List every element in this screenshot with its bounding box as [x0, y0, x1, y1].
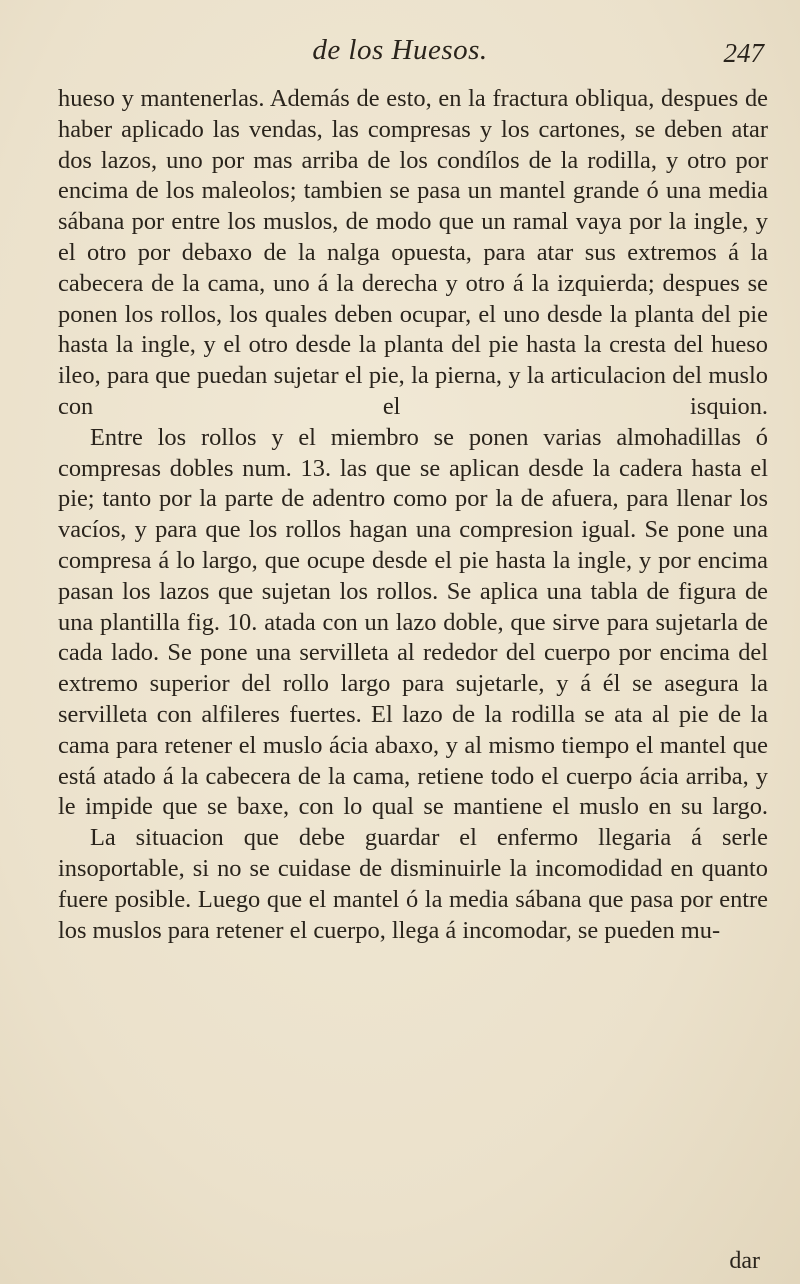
paragraph-1: hueso y mantenerlas. Además de esto, en la fractura obliqua, despues de haber aplicado las vendas, las compresas y los cartones, se deben atar dos lazos, uno por mas arriba de los condílos de la rodilla, y otro por encima de los maleolos; tambien se pasa un mantel grande ó una media sábana por entre los muslos, de modo que un ramal vaya por la ingle, y el otro por debaxo de la nalga opuesta, para atar sus extremos á la cabecera de la cama, uno á la derecha y otro á la izquierda; despues se ponen los rollos, los quales deben ocupar, el uno desde la planta del pie hasta la ingle, y el otro desde la planta del pie hasta la cresta del hueso ileo, para que puedan sujetar el pie, la pierna, y la articulacion del muslo con el isquion. [58, 85, 768, 420]
running-head: de los Huesos. [312, 34, 488, 66]
body-text [58, 84, 768, 946]
paragraph-3: La situacion que debe guardar el enfermo llegaria á serle insoportable, si no se cuidase de disminuirle la incomodidad en quanto fuere posible. Luego que el mantel ó la media sábana que pasa por entre los muslos para retener el cuerpo, llega á incomodar, se pueden mu- [58, 824, 768, 944]
paragraph-2: Entre los rollos y el miembro se ponen varias almohadillas ó compresas dobles num. 13. las que se aplican desde la cadera hasta el pie; tanto por la parte de adentro como por la de afuera, para llenar los vacíos, y para que los rollos hagan una compresion igual. Se pone una compresa á lo largo, que ocupe desde el pie hasta la ingle, y por encima pasan los lazos que sujetan los rollos. Se aplica una tabla de figura de una plantilla fig. 10. atada con un lazo doble, que sirve para sujetarla de cada lado. Se pone una servilleta al rededor del cuerpo por encima del extremo superior del rollo largo para sujetarle, y á él se asegura la servilleta con alfileres fuertes. El lazo de la rodilla se ata al pie de la cama para retener el muslo ácia abaxo, y al mismo tiempo el mantel que está atado á la cabecera de la cama, retiene todo el cuerpo ácia arriba, y le impide que se baxe, con lo qual se mantiene el muslo en su largo. [58, 423, 768, 821]
catchword: dar [729, 1248, 760, 1274]
page-number: 247 [723, 38, 764, 68]
page-header [0, 28, 800, 68]
